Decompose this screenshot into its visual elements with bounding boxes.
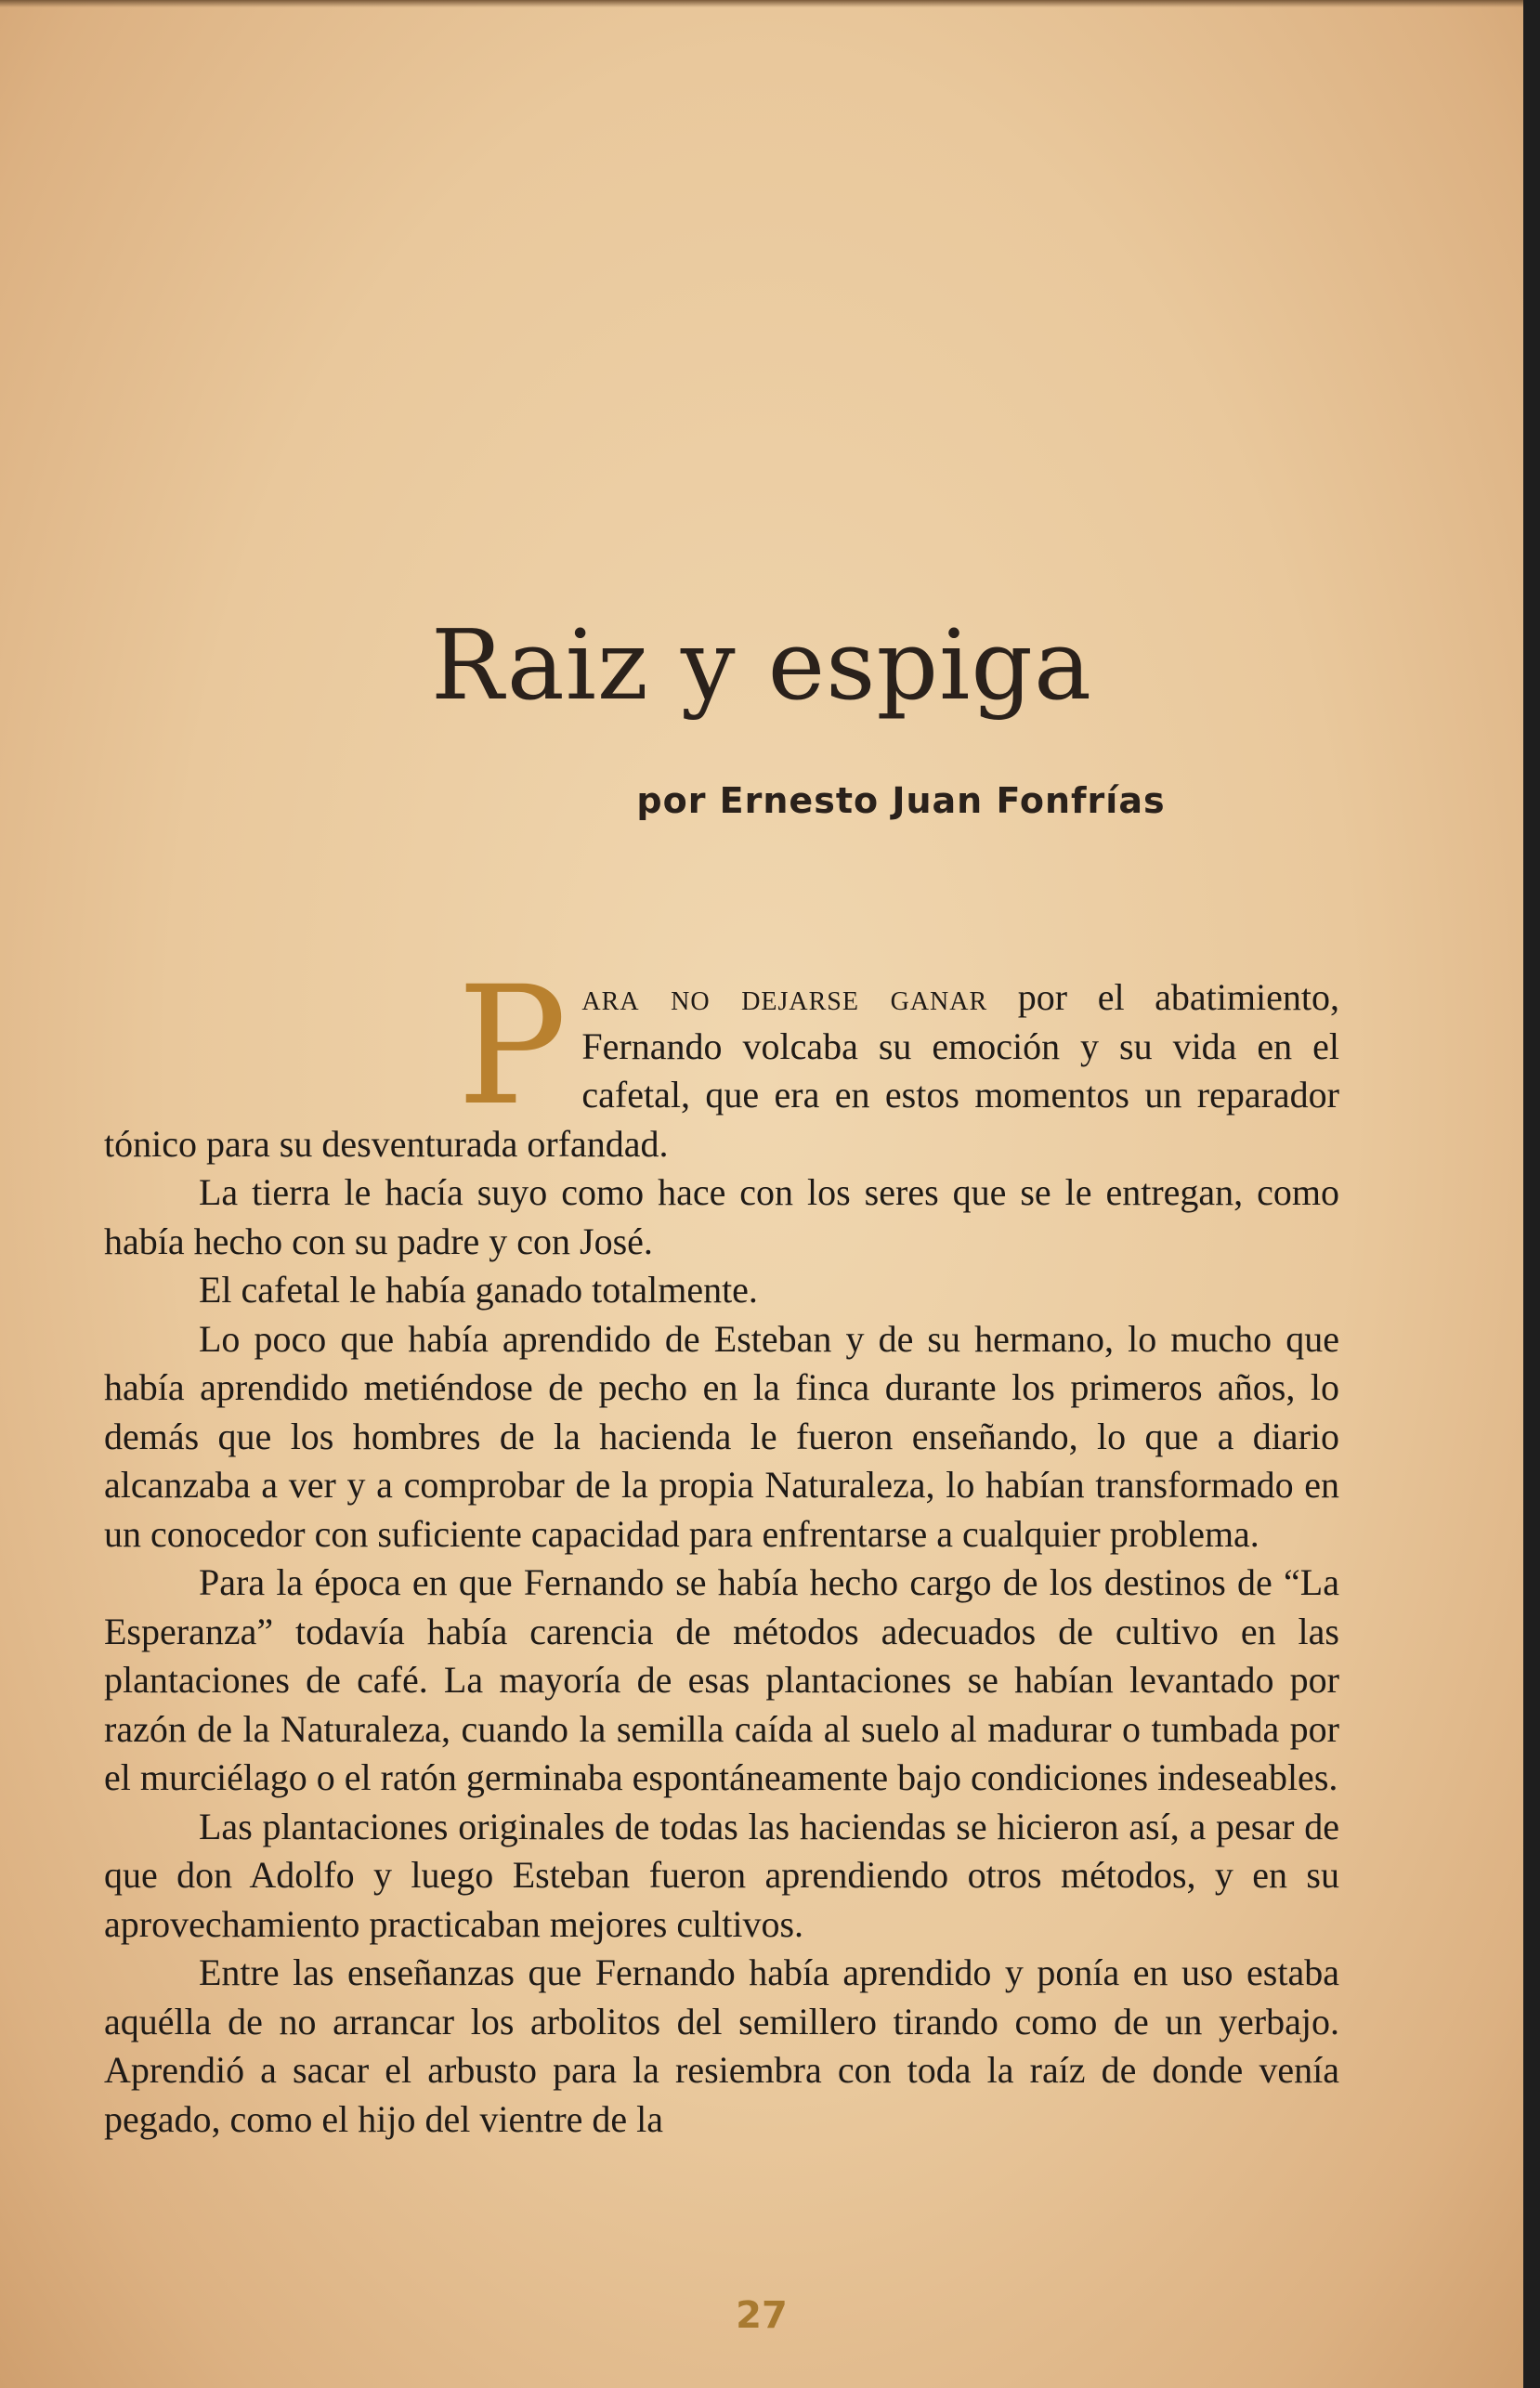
opening-small-caps: ara no dejarse ganar <box>581 976 988 1018</box>
paragraph-7: Entre las enseñanzas que Fernando había aprendido y ponía en uso estaba aquélla de no arrancar los arbolitos del semillero tirando como de un yerbajo. Aprendió a sacar el arbusto para la resiembra con toda la raíz de donde venía pegado, como el hijo del vientre de la <box>104 1951 1339 2140</box>
page-number: 27 <box>736 2294 788 2337</box>
author-byline: por Ernesto Juan Fonfrías <box>636 780 1166 821</box>
story-title: Raiz y espiga <box>431 608 1092 722</box>
paragraph-3: El cafetal le había ganado totalmente. <box>199 1269 758 1311</box>
paragraph-4: Lo poco que había aprendido de Esteban y de su hermano, lo mucho que había aprendido metiéndose de pecho en la finca durante los primeros años, lo demás que los hombres de la hacienda le fueron enseñando, lo que a diario alcanzaba a ver y a comprobar de la propia Naturaleza, lo habían transformado en un conocedor con suficiente capacidad para enfrentarse a cualquier problema. <box>104 1317 1339 1555</box>
story-body <box>104 951 1339 2144</box>
paragraph-5: Para la época en que Fernando se había hecho cargo de los destinos de “La Esperanza” todavía había carencia de métodos adecuados de cultivo en las plantaciones de café. La mayoría de esas plantaciones se habían levantado por razón de la Naturaleza, cuando la semilla caída al suelo al madurar o tumbada por el murciélago o el ratón germinaba espontáneamente bajo condiciones indeseables. <box>104 1561 1339 1798</box>
paragraph-1 <box>104 951 1339 1168</box>
paragraph-1-text: por el abatimiento, Fernando volcaba su emoción y su vida en el cafetal, que era en estos momentos un reparador tónico para su desventurada orfandad. <box>104 976 1339 1165</box>
paragraph-6: Las plantaciones originales de todas las haciendas se hicieron así, a pesar de que don Adolfo y luego Esteban fueron aprendiendo otros métodos, y en su aprovechamiento practicaban mejores cultivos. <box>104 1805 1339 1945</box>
paragraph-2: La tierra le hacía suyo como hace con los seres que se le entregan, como había hecho con su padre y con José. <box>104 1171 1339 1262</box>
drop-cap-letter: P <box>457 951 568 1142</box>
